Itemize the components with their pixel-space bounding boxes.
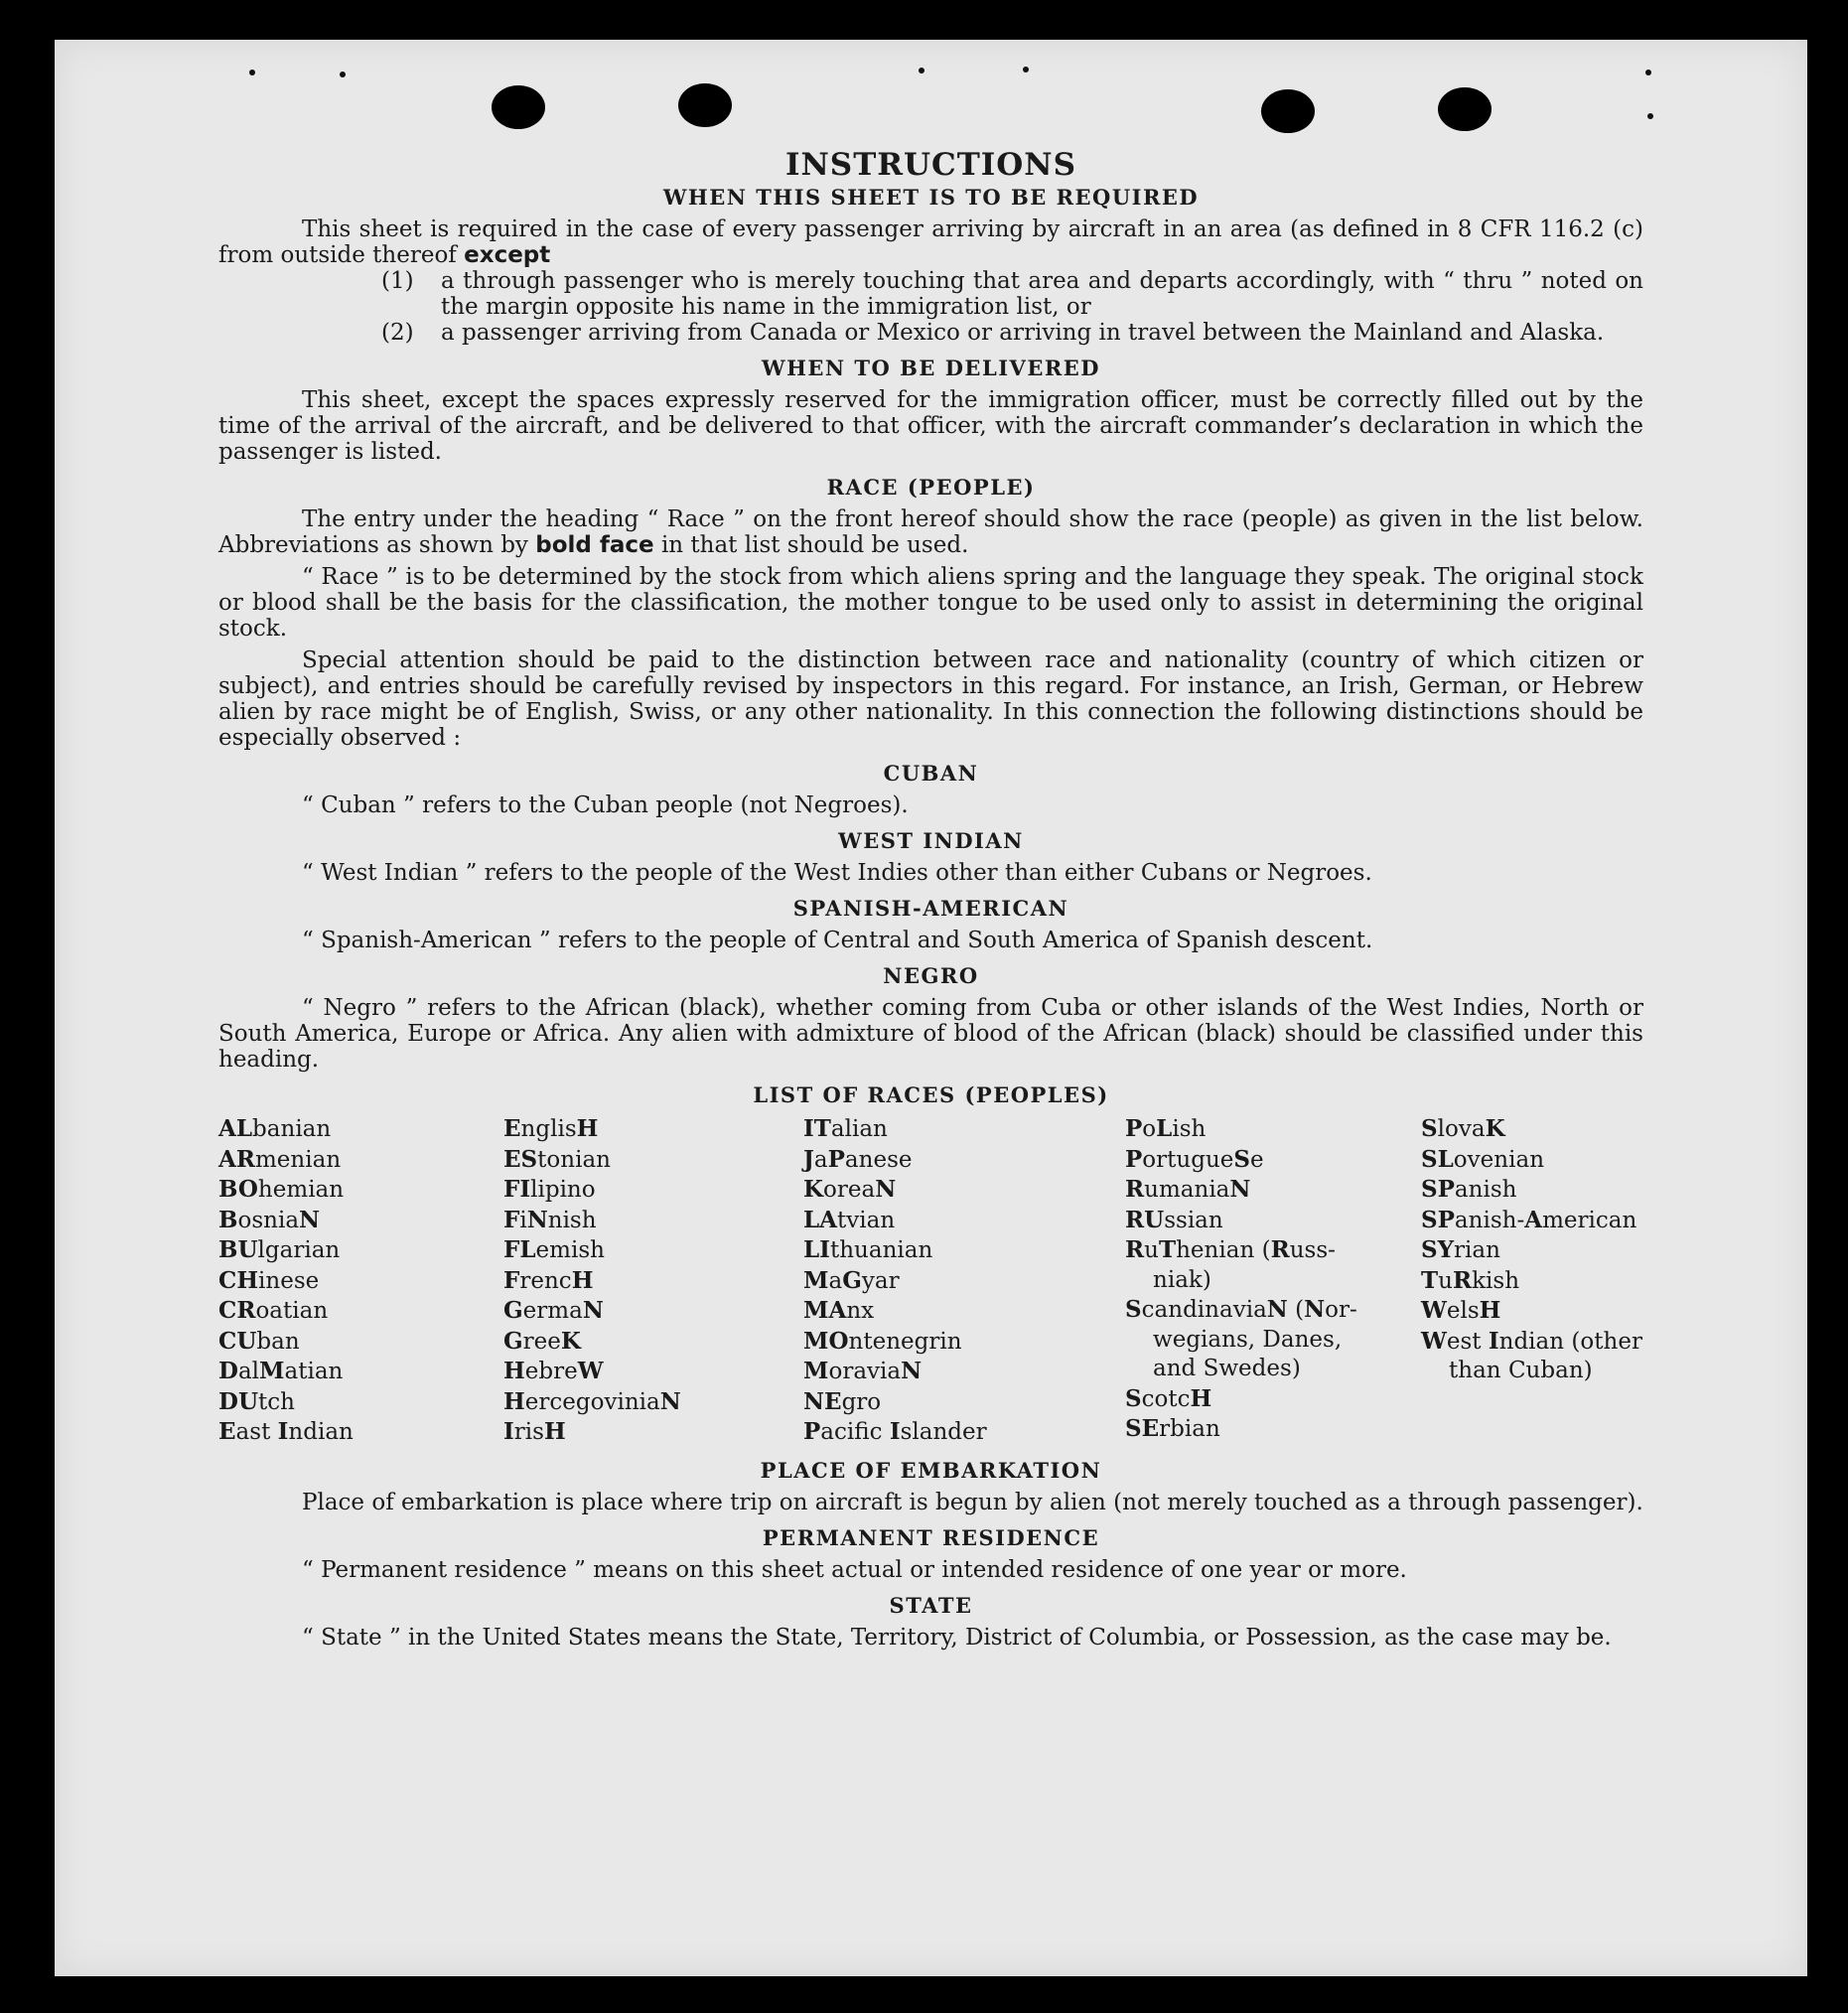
race-entry: MaGyar: [803, 1266, 900, 1294]
speck: [1647, 113, 1653, 119]
embarkation-text: Place of embarkation is place where trip on aircraft is begun by alien (not merely touched as a through passenger).: [302, 1489, 1643, 1515]
race-entry: PortugueSe: [1125, 1145, 1264, 1173]
race-entry: SPanish: [1421, 1176, 1517, 1203]
race-paragraph-1: The entry under the heading “ Race ” on the front hereof should show the race (people) as given in the list below. Abbreviations as shown by bold face in that list should be used.: [218, 506, 1643, 558]
speck: [249, 70, 255, 75]
instructions-content: [218, 147, 1643, 1651]
cuban-text: “ Cuban ” refers to the Cuban people (not Negroes).: [302, 792, 909, 818]
race-entry: GreeK: [503, 1327, 581, 1355]
race-entry: SLovenian: [1421, 1145, 1545, 1173]
race-entry: BosniaN: [218, 1206, 321, 1233]
section-heading-when-required: WHEN THIS SHEET IS TO BE REQUIRED: [662, 185, 1200, 210]
spanish-american-text: “ Spanish-American ” refers to the people of Central and South America of Spanish descent.: [302, 928, 1373, 953]
section-heading-west-indian: WEST INDIAN: [838, 828, 1024, 853]
race-entry: BUlgarian: [218, 1236, 341, 1263]
punch-hole: [678, 83, 732, 127]
race-entry: BOhemian: [218, 1176, 345, 1203]
race-entry: RumaniaN: [1125, 1176, 1251, 1203]
race-entry: DalMatian: [218, 1358, 344, 1384]
races-column: [503, 1114, 803, 1448]
exception-number: (2): [381, 320, 414, 346]
speck: [1023, 67, 1029, 72]
race-entry: HercegoviniaN: [503, 1387, 681, 1415]
race-entry: RuThenian (Russ- niak): [1125, 1236, 1336, 1293]
race-entry: GermaN: [503, 1297, 604, 1324]
race-entry: WelsH: [1421, 1297, 1501, 1324]
race-entry: IrisH: [503, 1418, 566, 1445]
section-heading-embarkation: PLACE OF EMBARKATION: [760, 1457, 1102, 1483]
race-entry: LAtvian: [803, 1206, 896, 1233]
exception-number: (1): [381, 268, 414, 294]
races-column: [803, 1114, 1125, 1448]
race-entry: SPanish-American: [1421, 1206, 1637, 1233]
race-entry: East Indian: [218, 1418, 354, 1445]
permanent-residence-text: “ Permanent residence ” means on this sheet actual or intended residence of one year or more.: [302, 1556, 1407, 1583]
race-entry: LIthuanian: [803, 1236, 933, 1263]
punch-hole: [1438, 87, 1492, 131]
race-entry: FrencH: [503, 1266, 594, 1294]
race-entry: MOntenegrin: [803, 1327, 962, 1355]
race-entry: FIlipino: [503, 1176, 596, 1203]
race-entry: KoreaN: [803, 1176, 897, 1203]
state-text: “ State ” in the United States means the State, Territory, District of Columbia, or Possession, as the case may be.: [302, 1624, 1612, 1651]
race-entry: RUssian: [1125, 1206, 1223, 1233]
race-entry: ARmenian: [218, 1145, 342, 1173]
race-entry: SErbian: [1125, 1415, 1220, 1442]
races-column: [1421, 1114, 1643, 1448]
race-entry: DUtch: [218, 1387, 295, 1415]
race-entry: CRoatian: [218, 1297, 329, 1324]
race-entry: FiNnish: [503, 1206, 597, 1233]
exception-text: a passenger arriving from Canada or Mexico or arriving in travel between the Mainland and Alaska.: [441, 320, 1605, 346]
race-entry: Pacifc Islander: [803, 1418, 987, 1445]
section-heading-race: RACE (PEOPLE): [826, 475, 1036, 500]
except-word: except: [464, 242, 551, 268]
section-heading-when-delivered: WHEN TO BE DELIVERED: [761, 356, 1100, 380]
race-entry: EnglisH: [503, 1115, 599, 1142]
section-heading-cuban: CUBAN: [883, 761, 979, 786]
race-entry: ScandinaviaN (Nor- wegians, Danes, and Swedes): [1125, 1296, 1357, 1381]
exception-text: a through passenger who is merely touching that area and departs accordingly, with “ thru ” noted on the margin opposite his name in the immigration list, or: [441, 268, 1643, 320]
race-paragraph-3: Special attention should be paid to the distinction between race and nationality (country of which citizen or subject), and entries should be carefully revised by inspectors in this regard. For instance, an Irish, German, or Hebrew alien by race might be of English, Swiss, or any other nationality. In this connection the following distinctions should be especially observed :: [218, 647, 1643, 751]
section-heading-state: STATE: [889, 1592, 973, 1618]
section-heading-permanent-residence: PERMANENT RESIDENCE: [762, 1524, 1100, 1550]
race-entry: FLemish: [503, 1236, 605, 1263]
race-entry: CHinese: [218, 1266, 320, 1294]
race-entry: HebreW: [503, 1358, 604, 1384]
punch-hole: [492, 85, 545, 129]
speck: [919, 68, 924, 73]
race-entry: SYrian: [1421, 1236, 1500, 1263]
race-entry: ITalian: [803, 1115, 888, 1142]
speck: [1645, 70, 1651, 75]
races-list: [218, 1114, 1643, 1448]
race-entry: CUban: [218, 1327, 300, 1355]
negro-text: “ Negro ” refers to the African (black), whether coming from Cuba or other islands of the West Indies, North or South America, Europe or Africa. Any alien with admixture of blood of the African (black) should be classified under this heading.: [218, 995, 1643, 1073]
speck: [340, 72, 346, 77]
bold-face-term: bold face: [535, 532, 654, 558]
page-title: INSTRUCTIONS: [784, 147, 1077, 183]
exception-item: [381, 320, 1643, 346]
race-entry: MoraviaN: [803, 1358, 923, 1384]
race-entry: TuRkish: [1421, 1266, 1520, 1294]
race-entry: ScotcH: [1125, 1384, 1212, 1412]
race-entry: MAnx: [803, 1297, 875, 1324]
race-entry: JaPanese: [803, 1145, 913, 1173]
race-entry: ALbanian: [218, 1115, 332, 1142]
section-heading-list-of-races: LIST OF RACES (PEOPLES): [753, 1082, 1109, 1107]
races-column: [218, 1114, 503, 1448]
when-delivered-text: This sheet, except the spaces expressly reserved for the immigration officer, must be correctly filled out by the time of the arrival of the aircraft, and be delivered to that officer, with the aircraft commander’s declaration in which the passenger is listed.: [218, 387, 1643, 465]
races-column: [1125, 1114, 1421, 1448]
race-entry: West Indian (other than Cuban): [1421, 1327, 1642, 1383]
punch-hole: [1261, 89, 1315, 133]
section-heading-spanish-american: SPANISH-AMERICAN: [792, 896, 1069, 921]
exception-item: [381, 268, 1643, 320]
when-required-intro: This sheet is required in the case of every passenger arriving by aircraft in an area (as defined in 8 CFR 116.2 (c) from outside thereof except: [218, 216, 1643, 268]
race-entry: PoLish: [1125, 1115, 1207, 1142]
west-indian-text: “ West Indian ” refers to the people of the West Indies other than either Cubans or Negroes.: [302, 860, 1372, 886]
race-entry: NEgro: [803, 1387, 882, 1415]
race-paragraph-2: “ Race ” is to be determined by the stock from which aliens spring and the language they speak. The original stock or blood shall be the basis for the classification, the mother tongue to be used only to assist in determining the original stock.: [218, 564, 1643, 642]
section-heading-negro: NEGRO: [883, 963, 979, 988]
race-entry: EStonian: [503, 1145, 611, 1173]
race-entry: SlovaK: [1421, 1115, 1505, 1142]
